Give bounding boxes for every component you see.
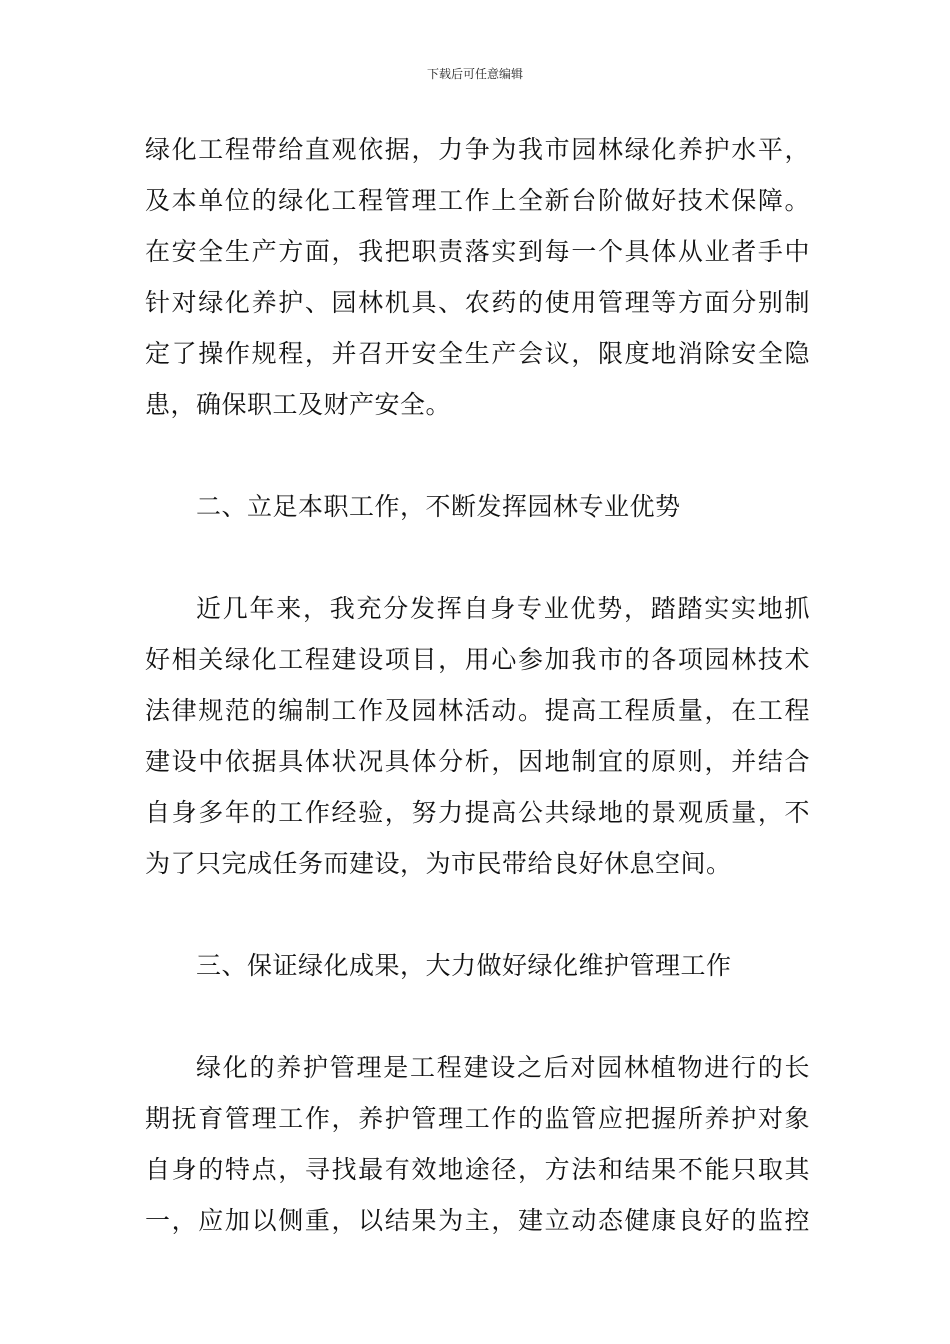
body-paragraph: [145, 583, 810, 889]
page-header-note: 下载后可任意编辑: [426, 67, 523, 81]
text-line: 法律规范的编制工作及园林活动。提高工程质量，在工程: [145, 696, 810, 725]
text-line: 一，应加以侧重，以结果为主，建立动态健康良好的监控: [145, 1206, 810, 1235]
text-line: 在安全生产方面，我把职责落实到每一个具体从业者手中: [145, 237, 810, 266]
text-line: 好相关绿化工程建设项目，用心参加我市的各项园林技术: [145, 645, 810, 674]
text-line: 近几年来，我充分发挥自身专业优势，踏踏实实地抓: [196, 594, 810, 623]
body-paragraph: [145, 1042, 810, 1246]
text-line: 定了操作规程，并召开安全生产会议，限度地消除安全隐: [145, 339, 810, 368]
document-body: [145, 124, 810, 1246]
paragraph-spacer: [145, 430, 810, 481]
text-line: 为了只完成任务而建设，为市民带给良好休息空间。: [145, 849, 732, 878]
text-line: 建设中依据具体状况具体分析，因地制宜的原则，并结合: [145, 747, 810, 776]
text-line: 及本单位的绿化工程管理工作上全新台阶做好技术保障。: [145, 186, 810, 215]
section-heading: [145, 940, 810, 991]
text-line: 针对绿化养护、园林机具、农药的使用管理等方面分别制: [145, 288, 810, 317]
paragraph-spacer: [145, 991, 810, 1042]
paragraph-spacer: [145, 889, 810, 940]
text-line: 自身的特点，寻找最有效地途径，方法和结果不能只取其: [145, 1155, 810, 1184]
text-line: 期抚育管理工作，养护管理工作的监管应把握所养护对象: [145, 1104, 810, 1133]
body-paragraph: [145, 124, 810, 430]
text-line: 自身多年的工作经验，努力提高公共绿地的景观质量，不: [145, 798, 810, 827]
paragraph-spacer: [145, 532, 810, 583]
text-line: 绿化的养护管理是工程建设之后对园林植物进行的长: [196, 1053, 810, 1082]
section-heading: [145, 481, 810, 532]
text-line: 绿化工程带给直观依据，力争为我市园林绿化养护水平，: [145, 135, 810, 164]
text-line: 患，确保职工及财产安全。: [145, 390, 452, 419]
text-line: 二、立足本职工作，不断发挥园林专业优势: [196, 492, 681, 521]
text-line: 三、保证绿化成果，大力做好绿化维护管理工作: [196, 951, 732, 980]
